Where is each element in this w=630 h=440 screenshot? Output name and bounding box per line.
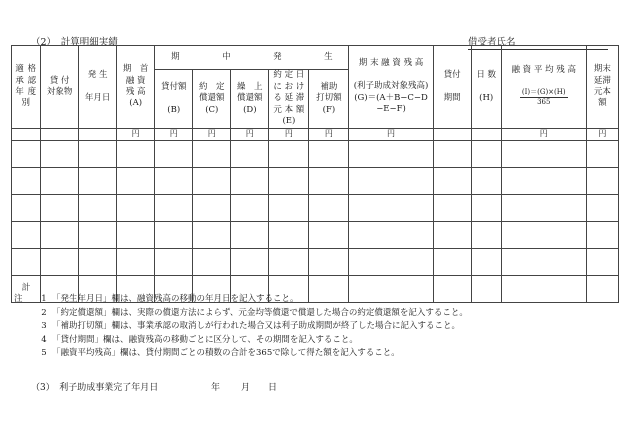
header-loan-object: 貸 付 対象物 [41, 46, 79, 129]
completion-date-label: （3） 利子助成事業完了年月日 [31, 383, 159, 393]
unit-yen: 円 [309, 129, 349, 141]
unit-yen: 円 [155, 129, 193, 141]
note-item: 4 「貸付期間」欄は、融資残高の移動ごとに区分して、その期間を記入すること。 [41, 334, 358, 345]
unit-yen: 円 [586, 129, 618, 141]
header-overdue-principal: 約 定 日 に お け る 延 滞 元 本 額 (E) [269, 70, 309, 129]
note-item: 注 1 「発生年月日」欄は、融資残高の移動の年月日を記入すること。 [14, 294, 299, 304]
header-subsidy-cutoff: 補助 打切額 (F) [309, 70, 349, 129]
header-days: 日 数 (H) [471, 46, 501, 129]
unit-yen: 円 [501, 129, 586, 141]
header-early-repayment: 繰 上 償還額 (D) [231, 70, 269, 129]
table-row[interactable] [12, 168, 619, 195]
header-scheduled-repayment: 約 定 償還額 (C) [193, 70, 231, 129]
average-balance-formula: $\frac{(I)=(G)\times(H)}{365}$ [521, 88, 566, 107]
table-row[interactable] [12, 249, 619, 276]
table-row[interactable] [12, 222, 619, 249]
header-closing-overdue: 期末 延滞 元本 額 [586, 46, 618, 129]
unit-yen: 円 [231, 129, 269, 141]
table-row[interactable] [12, 195, 619, 222]
header-opening-balance: 期 首 融 資 残 高 (A) [117, 46, 155, 129]
note-item: 2 「約定償還額」欄は、実際の償還方法によらず、元金均等償還で償還した場合の約定償還額を記入すること。 [41, 307, 468, 318]
month-field[interactable]: 月 [241, 383, 251, 393]
note-item: 3 「補助打切額」欄は、事業承認の取消しが行われた場合又は利子助成期間が終了した場合に記入すること。 [41, 321, 461, 331]
header-loan-amount: 貸付額 (B) [155, 70, 193, 129]
unit-yen: 円 [349, 129, 433, 141]
year-field[interactable]: 年 [211, 383, 221, 393]
completion-date-line [31, 380, 288, 393]
borrower-name-field[interactable]: 借受者氏名 [468, 34, 608, 50]
table-row[interactable] [12, 141, 619, 168]
unit-yen: 円 [117, 129, 155, 141]
note-item: 5 「融資平均残高」欄は、貸付期間ごとの積数の合計を365で除して得た額を記入すること。 [41, 348, 400, 358]
header-occurrence-date: 発 生 年月日 [79, 46, 117, 129]
header-closing-balance: 期 末 融 資 残 高 (利子助成対象残高) (G)＝(A＋B−C−D −E−F) [349, 46, 433, 129]
header-loan-period: 貸付 期間 [433, 46, 471, 129]
header-approval-year: 適 格 承 認 年 度 別 [12, 46, 41, 129]
header-period-group: 期 中 発 生 [155, 46, 349, 70]
unit-yen: 円 [269, 129, 309, 141]
unit-yen: 円 [193, 129, 231, 141]
notes-section [14, 293, 468, 361]
header-average-balance: 融 資 平 均 残 高 $\frac{(I)=(G)\times(H)}{365}$ [501, 46, 586, 129]
day-field[interactable]: 日 [268, 383, 278, 393]
calculation-table [11, 45, 619, 303]
section-title: （2） 計算明細実績 [31, 37, 118, 48]
total-label: 計 [12, 276, 41, 303]
